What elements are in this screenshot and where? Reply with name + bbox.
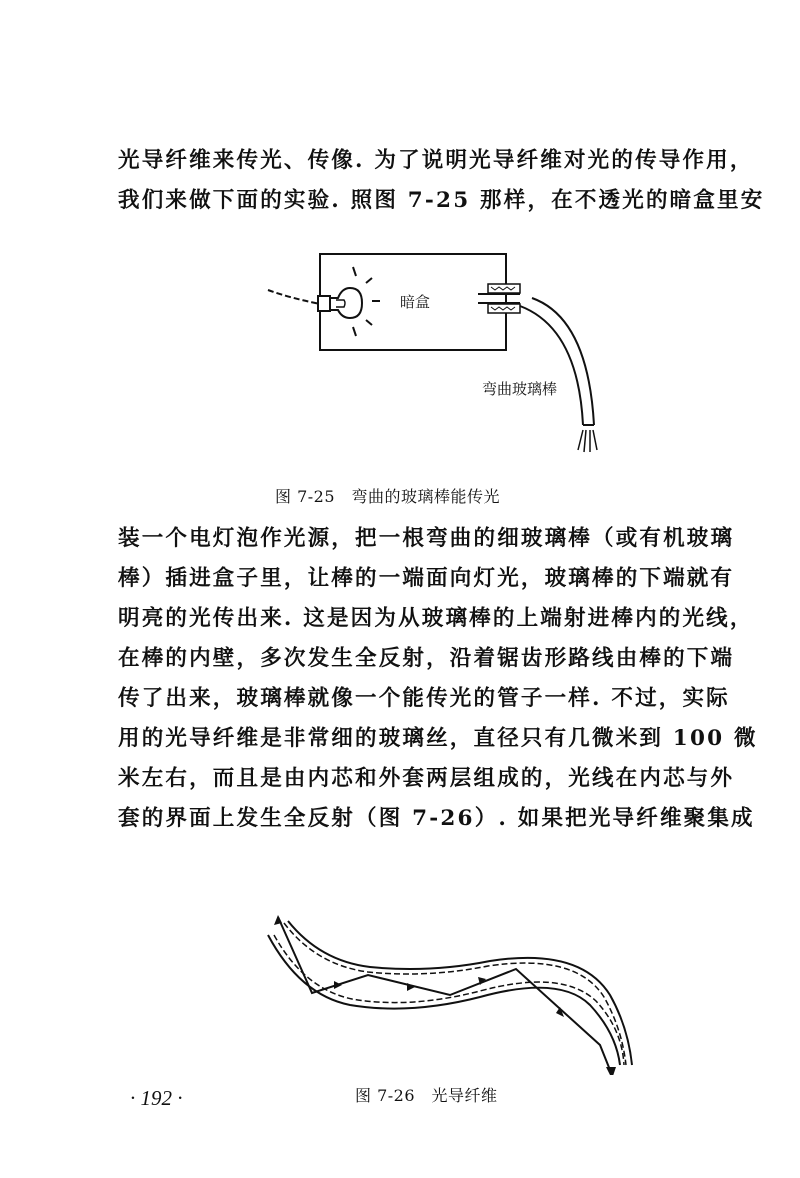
figure-7-26-caption: 图 7-26 光导纤维 bbox=[355, 1086, 498, 1105]
text-line: 米左右，而且是由内芯和外套两层组成的，光线在内芯与外 bbox=[118, 766, 735, 791]
text-line: 在棒的内壁，多次发生全反射，沿着锯齿形路线由棒的下端 bbox=[118, 646, 735, 671]
text-line: 套的界面上发生全反射（图 7-26）. 如果把光导纤维聚集成 bbox=[118, 806, 755, 831]
figure-label-glass-rod: 弯曲玻璃棒 bbox=[482, 380, 558, 398]
text-line: 棒）插进盒子里，让棒的一端面向灯光，玻璃棒的下端就有 bbox=[118, 566, 735, 591]
text-line: 传了出来，玻璃棒就像一个能传光的管子一样. 不过，实际 bbox=[118, 686, 730, 711]
text-line: 我们来做下面的实验. 照图 7-25 那样，在不透光的暗盒里安 bbox=[118, 188, 765, 213]
figure-7-25-diagram bbox=[250, 240, 630, 470]
text-line: 光导纤维来传光、传像. 为了说明光导纤维对光的传导作用， bbox=[118, 148, 754, 173]
text-line: 用的光导纤维是非常细的玻璃丝，直径只有几微米到 100 微 bbox=[118, 726, 758, 751]
figure-7-25-caption: 图 7-25 弯曲的玻璃棒能传光 bbox=[275, 487, 501, 506]
text-line: 装一个电灯泡作光源，把一根弯曲的细玻璃棒（或有机玻璃 bbox=[118, 526, 735, 551]
text-line: 明亮的光传出来. 这是因为从玻璃棒的上端射进棒内的光线， bbox=[118, 606, 754, 631]
page-number: · 192 · bbox=[130, 1086, 183, 1110]
figure-label-dark-box: 暗盒 bbox=[400, 293, 431, 311]
figure-7-26-diagram bbox=[260, 915, 660, 1075]
